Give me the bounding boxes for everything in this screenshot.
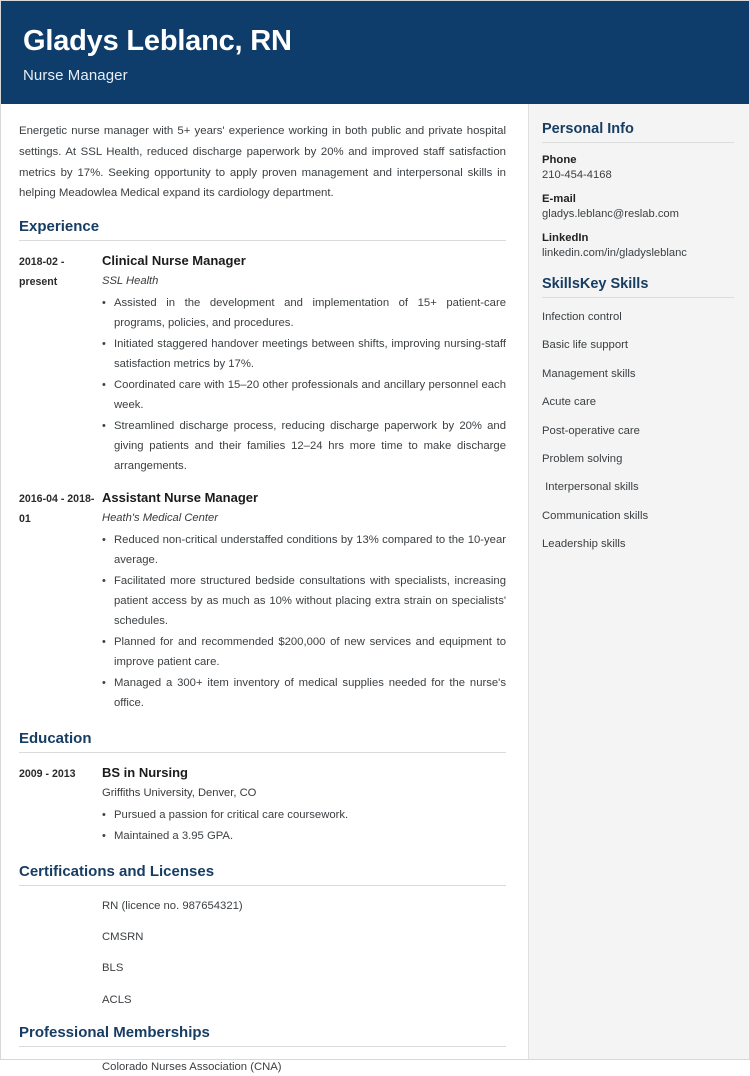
section-certifications [19,863,506,1008]
bullet-item: • Planned for and recommended $200,000 of new services and equipment to improve patient care. [102,633,506,673]
experience-entry [19,489,506,715]
skill-item: Interpersonal skills [542,481,639,494]
entry-body [102,764,506,848]
bullet-item: • Reduced non-critical understaffed conditions by 13% compared to the 10-year average. [102,531,506,571]
skill-item: Infection control [542,311,622,323]
candidate-name: Gladys Leblanc, RN [23,25,292,57]
experience-entry [19,252,506,478]
contact-label-phone: Phone [542,154,577,166]
entry-role: Clinical Nurse Manager [102,253,246,268]
certification-item: ACLS [102,993,132,1006]
entry-school: Griffiths University, Denver, CO [102,786,257,799]
entry-organization: Heath's Medical Center [102,511,218,524]
certification-item: CMSRN [102,931,144,944]
certification-list [19,897,506,1008]
skill-item: Leadership skills [542,538,626,550]
sidebar-section-skills [542,276,734,552]
entry-dates: 2009 - 2013 [19,768,76,781]
section-heading-education: Education [19,730,506,753]
section-heading-experience: Experience [19,218,506,241]
contact-label-linkedin: LinkedIn [542,232,589,244]
entry-dates: 2018-02 - present [19,256,65,288]
section-heading-memberships: Professional Memberships [19,1024,506,1047]
candidate-job-title: Nurse Manager [23,67,128,85]
education-entry [19,764,506,848]
entry-dates: 2016-04 - 2018-01 [19,493,95,525]
sidebar [528,104,749,1059]
entry-bullet-list [102,531,506,714]
section-heading-certifications: Certifications and Licenses [19,863,506,886]
bullet-item: • Pursued a passion for critical care coursework. [102,806,506,826]
skill-item: Basic life support [542,339,629,352]
entry-body [102,252,506,478]
membership-list [19,1058,506,1076]
professional-summary: Energetic nurse manager with 5+ years' experience working in both public and private hospital settings. At SSL Health, reduced discharge paperwork by 20% and improved staff satisfaction metrics by 17%. Seeking opportunity to apply proven management and interpersonal skills in helping Meadowlea Medical expand its cardiology department. [19,125,506,200]
bullet-item: • Maintained a 3.95 GPA. [102,827,506,847]
main-column [1,104,528,1073]
resume-body [1,104,749,1073]
contact-value-email[interactable]: gladys.leblanc@reslab.com [542,208,679,220]
section-experience [19,218,506,715]
section-memberships [19,1024,506,1076]
membership-item: Colorado Nurses Association (CNA) [102,1060,282,1073]
skill-item: Acute care [542,396,597,409]
skill-item: Communication skills [542,509,649,522]
section-education [19,730,506,848]
contact-value-phone: 210-454-4168 [542,169,612,181]
sidebar-heading-personal-info: Personal Info [542,121,734,143]
skill-item: Problem solving [542,452,623,465]
entry-role: Assistant Nurse Manager [102,490,259,506]
bullet-item: • Assisted in the development and implementation of 15+ patient-care programs, policies, and procedures. [102,294,506,334]
contact-value-linkedin[interactable]: linkedin.com/in/gladysleblanc [542,247,687,259]
skill-item: Management skills [542,367,636,380]
resume-header [1,1,749,104]
bullet-item: • Initiated staggered handover meetings between shifts, improving nursing-staff satisfaction metrics by 17%. [102,335,506,375]
entry-body [102,489,506,715]
entry-organization: SSL Health [102,274,159,287]
sidebar-heading-skills: SkillsKey Skills [542,276,734,298]
entry-degree: BS in Nursing [102,765,188,781]
bullet-item: • Managed a 300+ item inventory of medical supplies needed for the nurse's office. [102,674,506,714]
entry-bullet-list [102,806,506,847]
certification-item: RN (licence no. 987654321) [102,900,243,913]
bullet-item: • Coordinated care with 15–20 other professionals and ancillary personnel each week. [102,376,506,416]
bullet-item: • Streamlined discharge process, reducing discharge paperwork by 20% and giving patients and their families 12–24 hrs more time to make discharge arrangements. [102,417,506,477]
bullet-item: • Facilitated more structured bedside consultations with specialists, increasing patient access by as much as 10% without placing extra strain on specialists' schedules. [102,572,506,632]
contact-label-email: E-mail [542,193,576,205]
sidebar-section-personal-info [542,121,734,259]
skill-item: Post-operative care [542,424,640,437]
entry-bullet-list [102,294,506,477]
certification-item: BLS [102,962,124,975]
